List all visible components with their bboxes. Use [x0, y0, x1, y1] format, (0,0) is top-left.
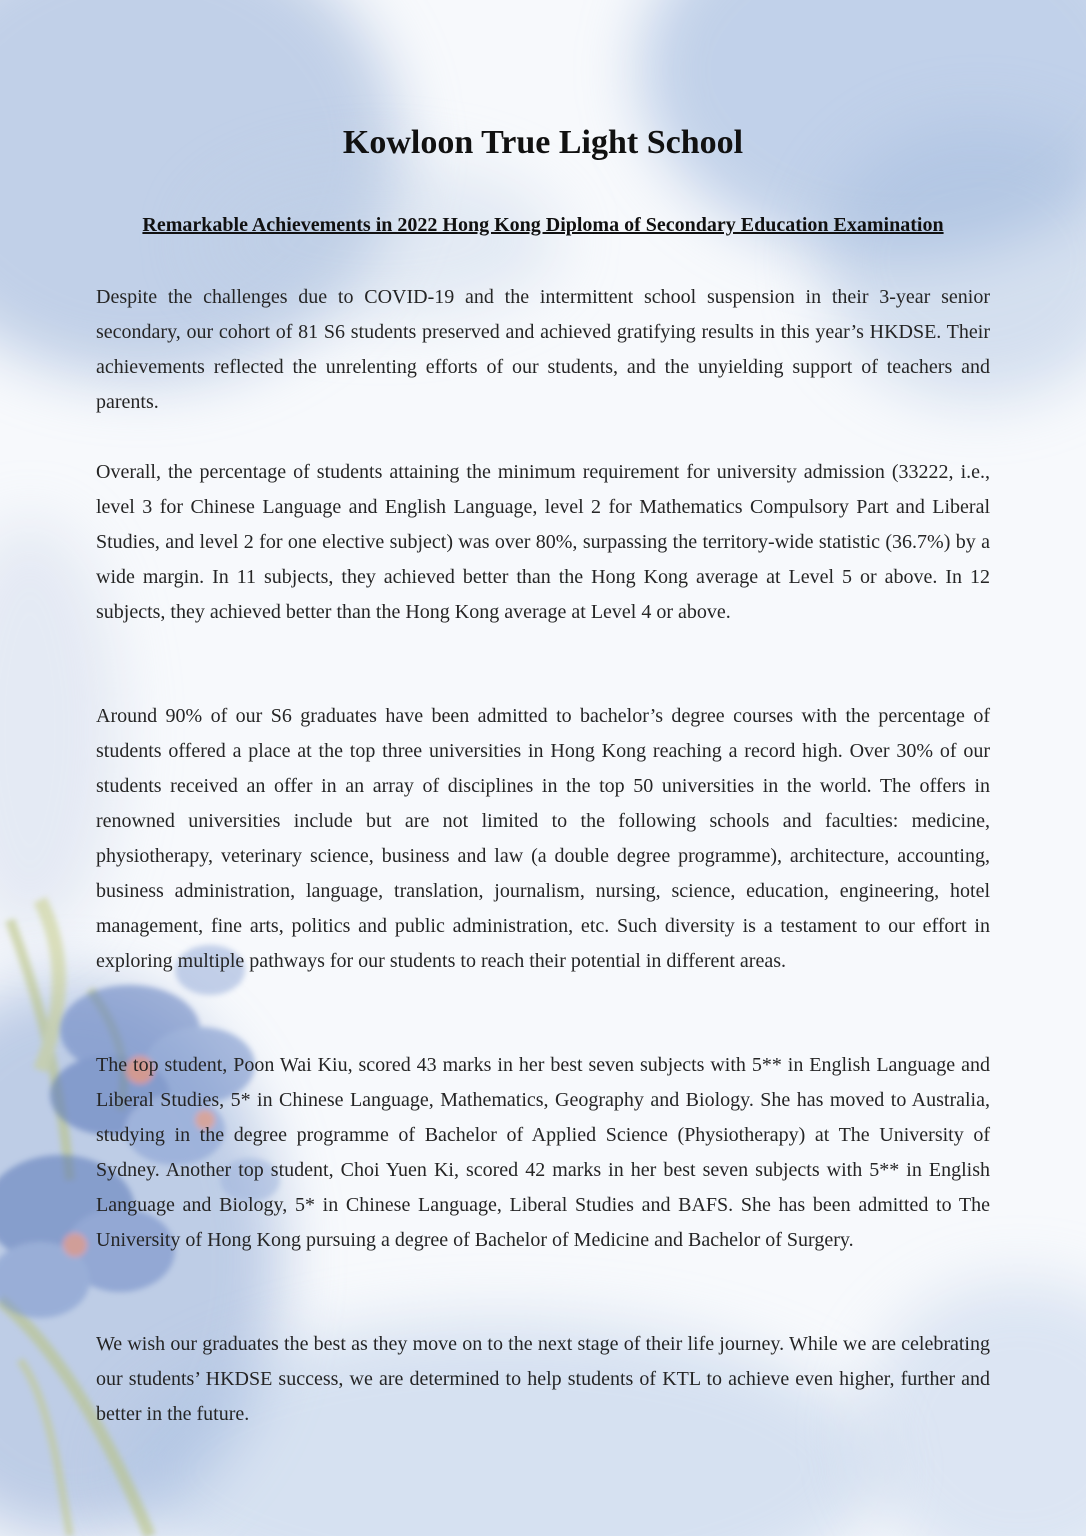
paragraph-closing: We wish our graduates the best as they move on to the next stage of their life journey. While we are celebrating our students’ HKDSE success, we are determined to help students of KTL to achieve even higher, further and better in the future.	[96, 1333, 990, 1425]
paragraph-intro: Despite the challenges due to COVID-19 and the intermittent school suspension in their 3-year senior secondary, our cohort of 81 S6 students preserved and achieved gratifying results in this year’s HKDSE. Their achievements reflected the unrelenting efforts of our students, and the unyielding support of teachers and parents.	[96, 286, 990, 413]
paragraph-university-admission: Around 90% of our S6 graduates have been admitted to bachelor’s degree courses with the percentage of students offered a place at the top three universities in Hong Kong reaching a record high. Over 30% of our students received an offer in an array of disciplines in the top 50 universities in the world. The offers in renowned universities include but are not limited to the following schools and faculties: medicine, physiotherapy, veterinary science, business and law (a double degree programme), architecture, accounting, business administration, language, translation, journalism, nursing, science, education, engineering, hotel management, fine arts, politics and public administration, etc. Such diversity is a testament to our effort in exploring multiple pathways for our students to reach their potential in different areas.	[96, 705, 990, 972]
page-title: Kowloon True Light School	[342, 124, 744, 161]
paragraph-overall-results: Overall, the percentage of students attaining the minimum requirement for university admission (33222, i.e., level 3 for Chinese Language and English Language, level 2 for Mathematics Compulsory Part and Liberal Studies, and level 2 for one elective subject) was over 80%, surpassing the territory-wide statistic (36.7%) by a wide margin. In 11 subjects, they achieved better than the Hong Kong average at Level 5 or above. In 12 subjects, they achieved better than the Hong Kong average at Level 4 or above.	[96, 461, 990, 623]
page-subtitle: Remarkable Achievements in 2022 Hong Kong Diploma of Secondary Education Examination	[142, 214, 944, 236]
paragraph-top-students: The top student, Poon Wai Kiu, scored 43 marks in her best seven subjects with 5** in English Language and Liberal Studies, 5* in Chinese Language, Mathematics, Geography and Biology. She has moved to Australia, studying in the degree programme of Bachelor of Applied Science (Physiotherapy) at The University of Sydney. Another top student, Choi Yuen Ki, scored 42 marks in her best seven subjects with 5** in English Language and Biology, 5* in Chinese Language, Liberal Studies and BAFS. She has been admitted to The University of Hong Kong pursuing a degree of Bachelor of Medicine and Bachelor of Surgery.	[96, 1054, 990, 1251]
